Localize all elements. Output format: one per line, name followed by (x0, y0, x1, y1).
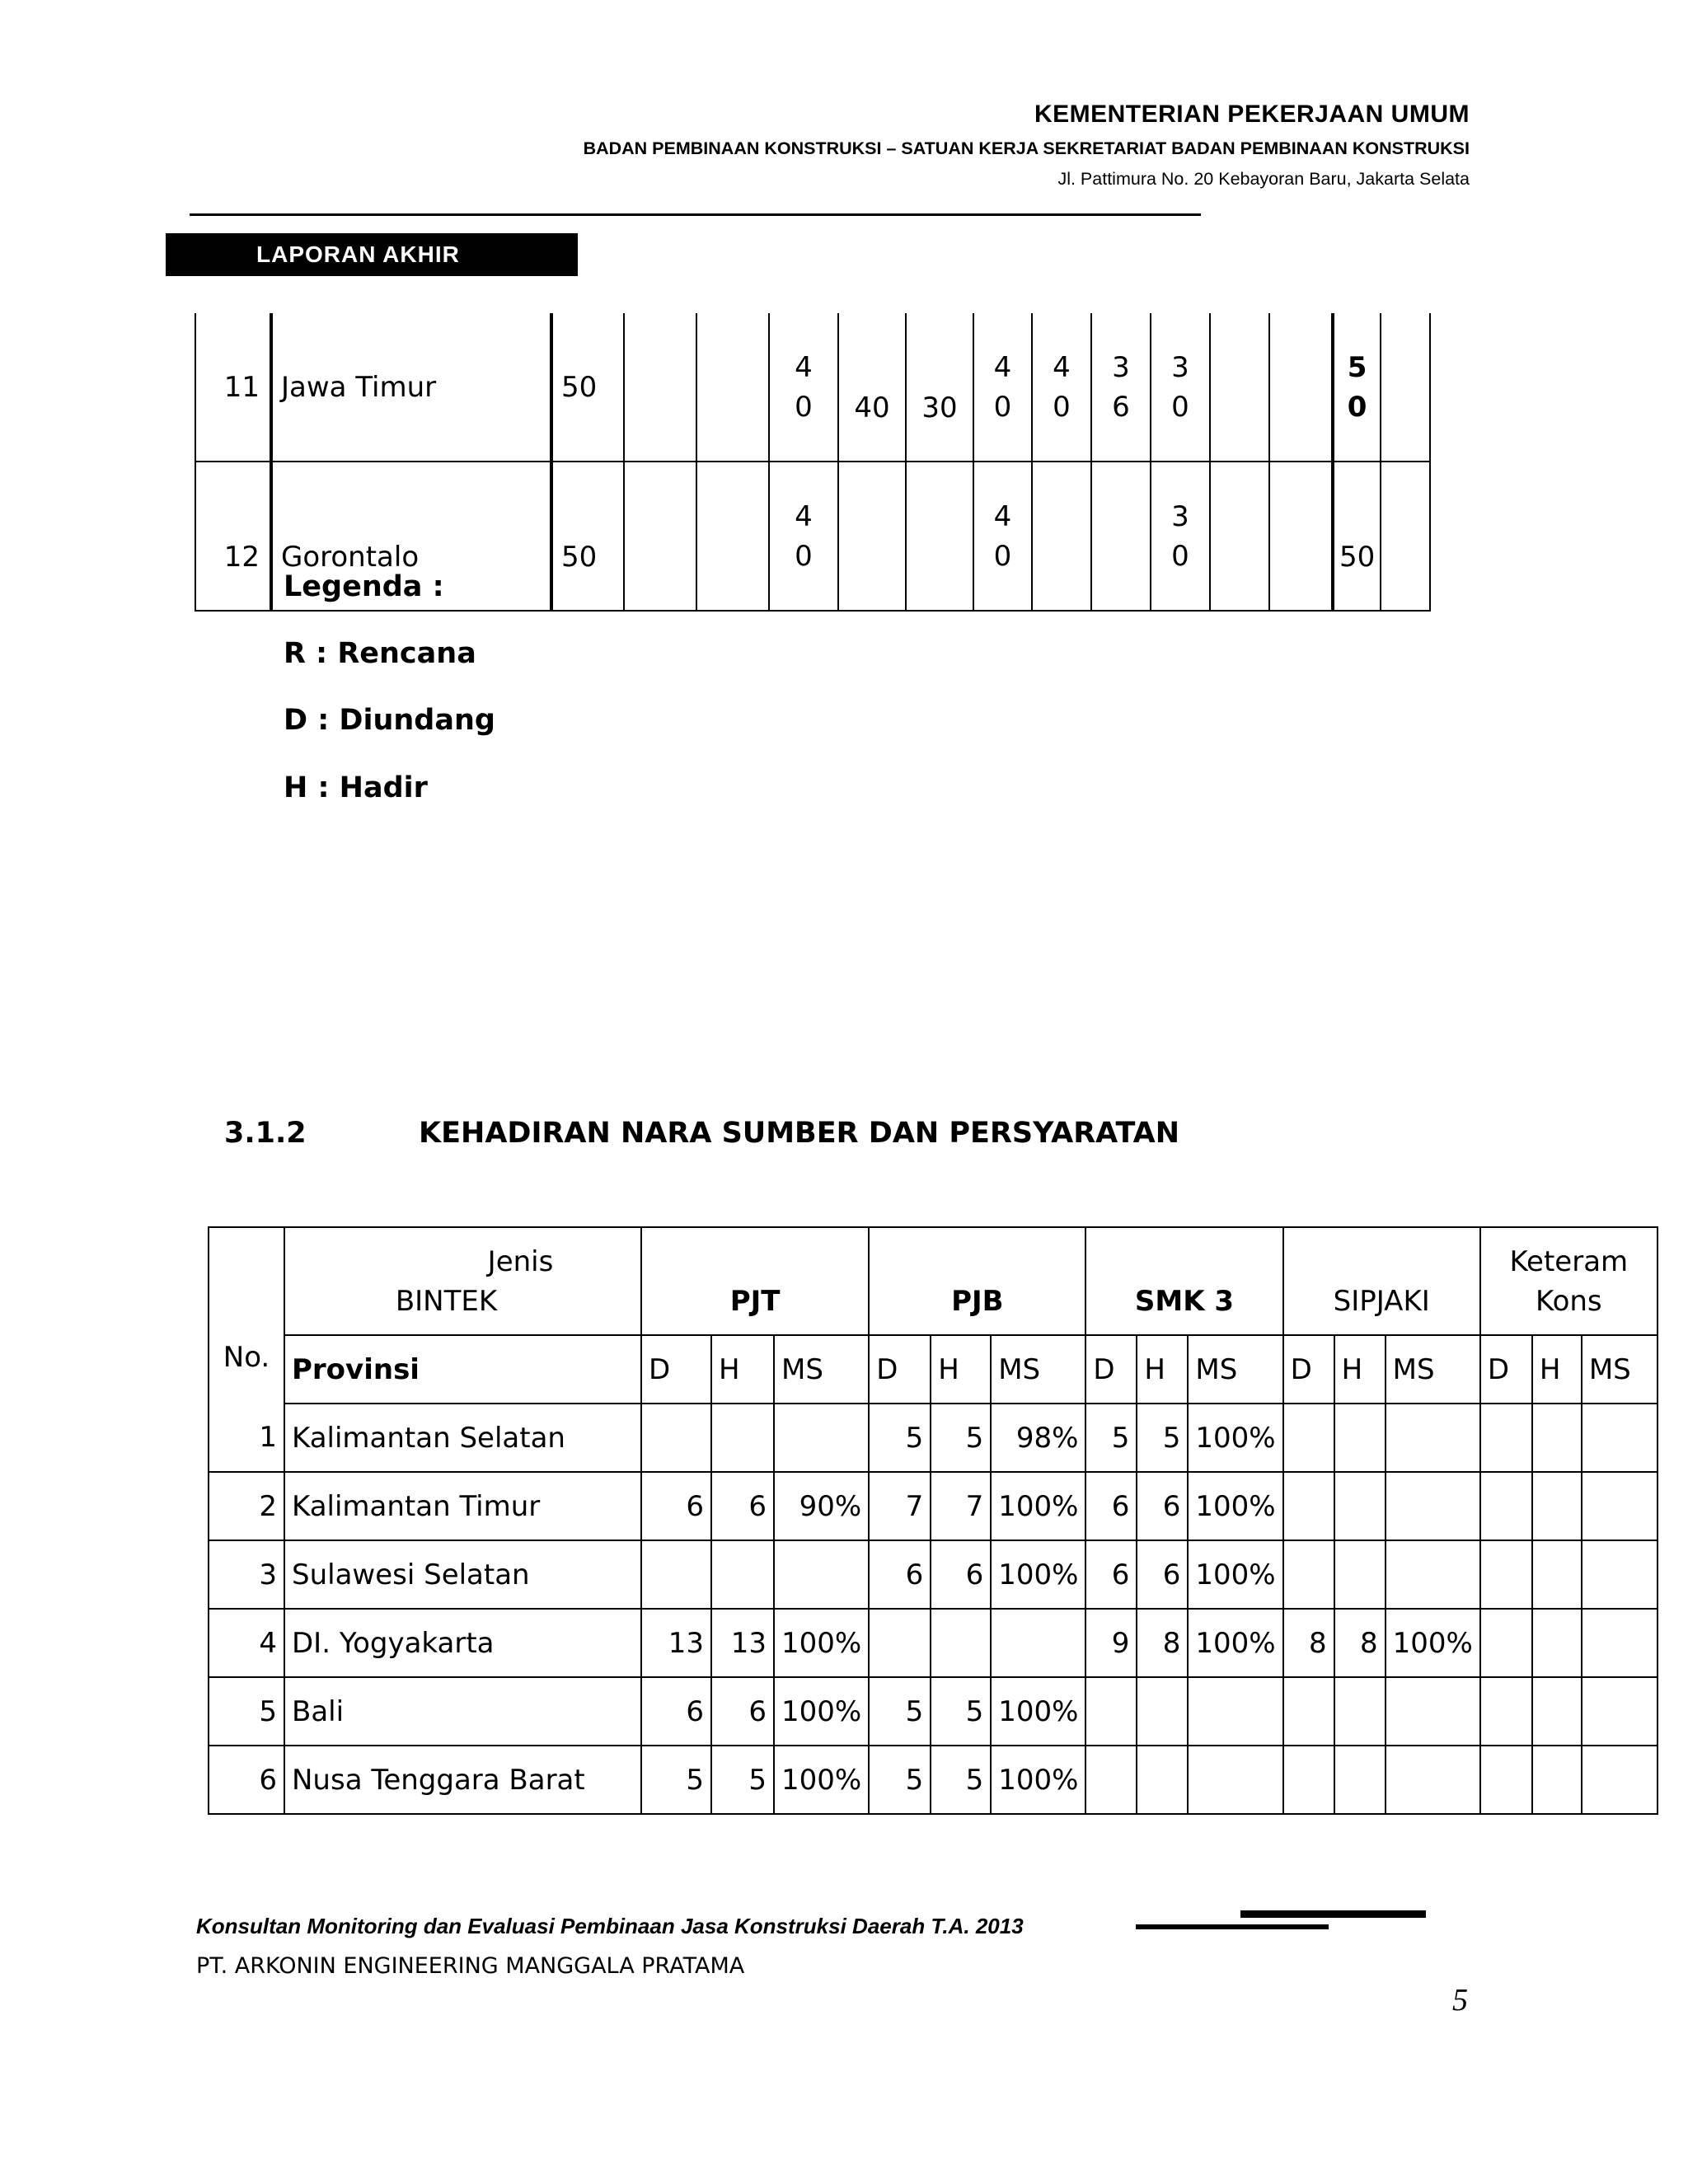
col-d: D (1085, 1335, 1137, 1404)
cell-value (711, 1404, 774, 1472)
cell-value (1283, 1540, 1334, 1609)
cell-empty (906, 462, 973, 611)
attendance-table-continued (195, 313, 1431, 612)
cell-value (1532, 1540, 1582, 1609)
cell-value (991, 1609, 1085, 1677)
cell-value (1386, 1677, 1480, 1746)
cell-value (1334, 1677, 1386, 1746)
cell-value: 4 0 (1032, 313, 1091, 462)
col-group-sipjaki: SIPJAKI (1283, 1227, 1480, 1335)
cell-value: 100% (991, 1540, 1085, 1609)
province-name: Nusa Tenggara Barat (284, 1746, 641, 1814)
cell-value: 6 (869, 1540, 931, 1609)
cell-value: 4 0 (769, 462, 838, 611)
cell-value: 5 (1137, 1404, 1188, 1472)
col-ms: MS (774, 1335, 869, 1404)
cell-value: 3 6 (1091, 313, 1151, 462)
cell-value (1386, 1472, 1480, 1540)
table-header-row (209, 1227, 1658, 1335)
province-name: Sulawesi Selatan (284, 1540, 641, 1609)
cell-value (1480, 1472, 1532, 1540)
agency-name: BADAN PEMBINAAN KONSTRUKSI – SATUAN KERJA SEKRETARIAT BADAN PEMBINAAN KONSTRUKSI (583, 138, 1470, 158)
cell-value: 5 0 (1333, 313, 1381, 462)
cell-value (1532, 1746, 1582, 1814)
cell-value: 6 (711, 1677, 774, 1746)
cell-value: 100% (1188, 1472, 1282, 1540)
province-name: DI. Yogyakarta (284, 1609, 641, 1677)
cell-value: 5 (869, 1404, 931, 1472)
cell-empty (624, 462, 696, 611)
section-title: KEHADIRAN NARA SUMBER DAN PERSYARATAN (419, 1117, 1180, 1150)
col-h: H (1137, 1335, 1188, 1404)
col-h: H (1532, 1335, 1582, 1404)
agency-address: Jl. Pattimura No. 20 Kebayoran Baru, Jakarta Selata (1057, 169, 1470, 189)
col-provinsi-header: Provinsi (284, 1335, 641, 1404)
col-no-header: No. (209, 1227, 284, 1404)
cell-empty (838, 462, 906, 611)
cell-value: 5 (931, 1404, 991, 1472)
cell-value: 6 (641, 1472, 711, 1540)
page-number: 5 (1452, 1983, 1468, 2018)
cell-value (1480, 1404, 1532, 1472)
cell-value (1137, 1677, 1188, 1746)
table-row (209, 1404, 1658, 1472)
cell-empty (1381, 462, 1430, 611)
cell-value: 8 (1137, 1609, 1188, 1677)
table-row (195, 313, 1430, 462)
cell-empty (1210, 462, 1269, 611)
cell-value (1386, 1404, 1480, 1472)
footer-company: PT. ARKONIN ENGINEERING MANGGALA PRATAMA (196, 1953, 745, 1979)
cell-empty (1269, 462, 1333, 611)
cell-value (1283, 1746, 1334, 1814)
col-h: H (1334, 1335, 1386, 1404)
cell-value (1532, 1472, 1582, 1540)
cell-value: 4 0 (973, 462, 1032, 611)
province-name: Jawa Timur (271, 313, 551, 462)
cell-value: 6 (641, 1677, 711, 1746)
legend-title: Legenda : (284, 570, 444, 603)
cell-value (1085, 1746, 1137, 1814)
cell-value: 13 (641, 1609, 711, 1677)
province-name: Gorontalo (271, 462, 551, 611)
cell-value: 9 (1085, 1609, 1137, 1677)
cell-empty (1032, 462, 1091, 611)
cell-value: 8 (1283, 1609, 1334, 1677)
cell-value: 5 (931, 1746, 991, 1814)
cell-value (774, 1540, 869, 1609)
table-row (209, 1472, 1658, 1540)
cell-value: 100% (774, 1746, 869, 1814)
cell-value: 6 (1137, 1540, 1188, 1609)
cell-value: 5 (1085, 1404, 1137, 1472)
province-name: Bali (284, 1677, 641, 1746)
cell-value (1188, 1746, 1282, 1814)
col-h: H (711, 1335, 774, 1404)
cell-value (1532, 1404, 1582, 1472)
cell-value: 100% (1188, 1540, 1282, 1609)
cell-value (1386, 1540, 1480, 1609)
cell-value (1137, 1746, 1188, 1814)
cell-value: 100% (991, 1677, 1085, 1746)
cell-value: 100% (991, 1746, 1085, 1814)
col-d: D (1283, 1335, 1334, 1404)
footer-project-title: Konsultan Monitoring dan Evaluasi Pembinaan Jasa Konstruksi Daerah T.A. 2013 (196, 1914, 1024, 1938)
cell-empty (696, 462, 769, 611)
cell-value: 50 (551, 462, 624, 611)
cell-value (711, 1540, 774, 1609)
table-row (209, 1540, 1658, 1609)
cell-value (869, 1609, 931, 1677)
col-group-keterangan: Keteram Kons (1480, 1227, 1658, 1335)
col-group-pjt: PJT (641, 1227, 869, 1335)
cell-value: 100% (1188, 1404, 1282, 1472)
col-ms: MS (1188, 1335, 1282, 1404)
row-number: 4 (209, 1609, 284, 1677)
legend-item-r: R : Rencana (284, 637, 476, 670)
col-group-smk3: SMK 3 (1085, 1227, 1282, 1335)
row-number: 3 (209, 1540, 284, 1609)
cell-value (1480, 1746, 1532, 1814)
cell-value (1582, 1746, 1658, 1814)
cell-value: 3 0 (1151, 313, 1210, 462)
cell-value (1334, 1404, 1386, 1472)
section-number: 3.1.2 (224, 1117, 307, 1150)
cell-value: 5 (869, 1677, 931, 1746)
cell-value: 6 (931, 1540, 991, 1609)
cell-value: 5 (869, 1746, 931, 1814)
cell-value: 50 (551, 313, 624, 462)
col-h: H (931, 1335, 991, 1404)
cell-value (1334, 1540, 1386, 1609)
cell-value: 100% (1188, 1609, 1282, 1677)
province-name: Kalimantan Selatan (284, 1404, 641, 1472)
cell-value (1283, 1472, 1334, 1540)
cell-value: 5 (641, 1746, 711, 1814)
row-number: 12 (195, 462, 271, 611)
cell-value: 98% (991, 1404, 1085, 1472)
cell-value (1386, 1746, 1480, 1814)
cell-value: 4 0 (973, 313, 1032, 462)
footer-decor-line (1240, 1910, 1426, 1918)
table-row (209, 1746, 1658, 1814)
cell-value: 6 (711, 1472, 774, 1540)
cell-value (1085, 1677, 1137, 1746)
cell-value: 5 (931, 1677, 991, 1746)
legend-item-h: H : Hadir (284, 771, 428, 804)
footer-decor-line (1136, 1924, 1329, 1929)
cell-value (1334, 1746, 1386, 1814)
cell-value (1582, 1677, 1658, 1746)
table-row (209, 1609, 1658, 1677)
table-row (209, 1677, 1658, 1746)
cell-value (1283, 1677, 1334, 1746)
cell-value (1532, 1609, 1582, 1677)
cell-value: 30 (906, 313, 973, 462)
cell-value (641, 1404, 711, 1472)
row-number: 6 (209, 1746, 284, 1814)
table-subheader-row (209, 1335, 1658, 1404)
cell-value (1283, 1404, 1334, 1472)
cell-value (1480, 1677, 1532, 1746)
col-ms: MS (991, 1335, 1085, 1404)
cell-value (1582, 1609, 1658, 1677)
cell-value: 13 (711, 1609, 774, 1677)
cell-value: 40 (838, 313, 906, 462)
col-d: D (869, 1335, 931, 1404)
cell-value: 100% (1386, 1609, 1480, 1677)
ministry-name: KEMENTERIAN PEKERJAAN UMUM (1034, 101, 1470, 128)
province-name: Kalimantan Timur (284, 1472, 641, 1540)
col-ms: MS (1386, 1335, 1480, 1404)
cell-value: 4 0 (769, 313, 838, 462)
cell-value: 6 (1085, 1540, 1137, 1609)
cell-value: 6 (1137, 1472, 1188, 1540)
row-number: 5 (209, 1677, 284, 1746)
cell-value (1582, 1472, 1658, 1540)
cell-value (1582, 1404, 1658, 1472)
col-d: D (641, 1335, 711, 1404)
row-number: 1 (209, 1404, 284, 1472)
cell-value: 90% (774, 1472, 869, 1540)
cell-empty (1381, 313, 1430, 462)
speaker-attendance-table (208, 1226, 1658, 1815)
cell-value (1532, 1677, 1582, 1746)
cell-value (1582, 1540, 1658, 1609)
cell-empty (696, 313, 769, 462)
cell-value: 7 (869, 1472, 931, 1540)
cell-value (641, 1540, 711, 1609)
cell-value (774, 1404, 869, 1472)
table-body (209, 1404, 1658, 1814)
cell-value (931, 1609, 991, 1677)
col-bintek-header: Jenis BINTEK (284, 1227, 641, 1335)
cell-value: 100% (774, 1677, 869, 1746)
cell-value: 100% (991, 1472, 1085, 1540)
col-ms: MS (1582, 1335, 1658, 1404)
cell-empty (1210, 313, 1269, 462)
cell-value: 7 (931, 1472, 991, 1540)
cell-value (1480, 1540, 1532, 1609)
cell-empty (624, 313, 696, 462)
cell-value: 3 0 (1151, 462, 1210, 611)
cell-value (1188, 1677, 1282, 1746)
legend-item-d: D : Diundang (284, 704, 495, 737)
cell-value: 100% (774, 1609, 869, 1677)
col-d: D (1480, 1335, 1532, 1404)
cell-empty (1091, 462, 1151, 611)
row-number: 11 (195, 313, 271, 462)
header-divider (190, 213, 1201, 216)
report-badge (166, 233, 578, 276)
report-badge-label: LAPORAN AKHIR (256, 241, 460, 267)
col-group-pjb: PJB (869, 1227, 1085, 1335)
row-number: 2 (209, 1472, 284, 1540)
cell-value (1334, 1472, 1386, 1540)
cell-value (1480, 1609, 1532, 1677)
cell-value: 8 (1334, 1609, 1386, 1677)
cell-value: 50 (1333, 462, 1381, 611)
cell-empty (1269, 313, 1333, 462)
cell-value: 6 (1085, 1472, 1137, 1540)
cell-value: 5 (711, 1746, 774, 1814)
